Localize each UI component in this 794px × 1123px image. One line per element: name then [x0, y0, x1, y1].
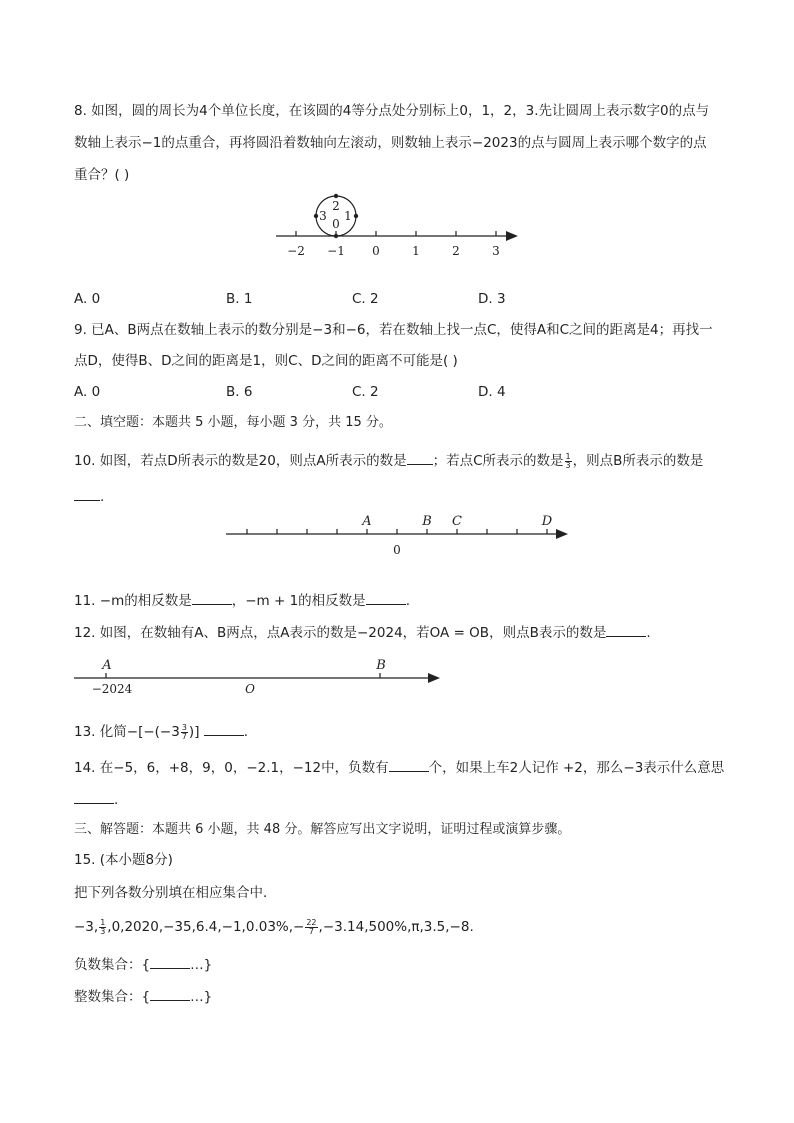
q15-title: 15. (本小题8分)	[74, 852, 173, 868]
q15-frac2-den: 7	[308, 926, 314, 936]
q10-point-a: A	[362, 514, 372, 529]
q10-origin-label: 0	[393, 543, 401, 557]
q10-frac-den: 3	[565, 460, 571, 470]
q10-text-part2: ；若点C所表示的数是	[432, 453, 564, 469]
q10-end: .	[100, 489, 105, 505]
q9-option-c[interactable]: C. 2	[352, 384, 379, 400]
q8-circle-dot-left	[314, 214, 318, 218]
q13-fraction	[181, 724, 188, 741]
q12-axis-arrow	[428, 673, 440, 683]
q12-blank[interactable]	[606, 622, 646, 637]
q8-tick-label: 2	[452, 244, 460, 258]
q15-integer-set	[74, 986, 212, 1007]
q10-text-part1: 10. 如图，若点D所表示的数是20，则点A所表示的数是	[74, 453, 407, 469]
q10-point-b: B	[422, 514, 432, 529]
q13-end: .	[243, 724, 249, 740]
q15-negative-set	[74, 954, 212, 975]
q14-line1	[74, 757, 724, 778]
q8-option-a[interactable]: A. 0	[74, 291, 101, 307]
q14-text-part1: 14. 在−5，6，+8，9，0，−2.1，−12中，负数有	[74, 760, 389, 776]
q12-point-b: B	[376, 658, 386, 673]
q8-circle-label-1: 1	[344, 209, 352, 223]
q10-blank-b[interactable]	[74, 486, 100, 501]
section-3-heading: 三、解答题：本题共 6 小题，共 48 分。解答应写出文字说明，证明过程或演算步骤。	[74, 822, 571, 837]
q10-text-part3: ，则点B所表示的数是	[572, 453, 704, 469]
q12-point-a: A	[102, 658, 112, 673]
q12-value-label: −2024	[91, 682, 133, 696]
q10-axis-arrow	[556, 529, 568, 539]
section-2-heading: 二、填空题：本题共 5 小题，每小题 3 分，共 15 分。	[74, 415, 392, 430]
q15-instruction: 把下列各数分别填在相应集合中．	[74, 885, 277, 901]
q10-line1	[74, 450, 703, 471]
q15-frac1-num: 1	[100, 917, 106, 927]
q8-number-line-figure	[270, 188, 530, 268]
q9-line2: 点D，使得B、D之间的距离是1，则C、D之间的距离不可能是( )	[74, 353, 458, 369]
q15-frac1-den: 3	[100, 926, 106, 936]
q10-blank-a[interactable]	[407, 450, 433, 465]
q8-tick-label: −2	[287, 244, 305, 258]
q8-circle-label-3: 3	[319, 209, 327, 223]
q15-negative-set-label: 负数集合：{	[74, 957, 151, 973]
q9-option-d[interactable]: D. 4	[478, 384, 506, 400]
q8-circle-dot-right	[354, 214, 358, 218]
q8-circle-label-0: 0	[332, 217, 340, 231]
q14-end: .	[114, 792, 119, 808]
q8-option-d[interactable]: D. 3	[478, 291, 506, 307]
q8-circle-label-2: 2	[332, 199, 340, 213]
q13-text-part2: )]	[188, 724, 200, 740]
q8-line3: 重合？( )	[74, 167, 130, 183]
q14-blank-1[interactable]	[389, 757, 429, 772]
q15-numbers-part1: −3,	[74, 919, 99, 935]
q8-tick-label: 0	[372, 244, 380, 258]
q8-option-b[interactable]: B. 1	[226, 291, 253, 307]
q8-circle-dot-top	[334, 194, 338, 198]
q8-circle-dot-bottom	[334, 234, 338, 238]
q11-blank-1[interactable]	[192, 590, 232, 605]
q11-blank-2[interactable]	[366, 590, 406, 605]
q14-blank-2[interactable]	[74, 789, 114, 804]
q13-blank[interactable]	[204, 721, 244, 736]
q15-fraction-2	[305, 919, 317, 936]
q10-number-line-figure	[220, 508, 580, 563]
q15-integer-set-label: 整数集合：{	[74, 989, 151, 1005]
q8-option-c[interactable]: C. 2	[352, 291, 379, 307]
q15-negative-set-end: …}	[190, 957, 213, 973]
q12-origin-label: O	[245, 682, 255, 696]
q8-line1: 8. 如图，圆的周长为4个单位长度，在该圆的4等分点处分别标上0，1，2，3.先让圆周上表示数字0的点与	[74, 103, 710, 119]
q13-line	[74, 721, 248, 742]
q11-text-part2: ，−m + 1的相反数是	[231, 593, 366, 609]
q15-fraction-1	[99, 919, 106, 936]
q8-tick-label: 1	[412, 244, 420, 258]
q12-end: .	[646, 625, 651, 641]
q13-text-part1: 13. 化简−[−(−3	[74, 724, 180, 740]
q15-frac2-num: 22	[306, 917, 317, 927]
q12-number-line-figure	[70, 654, 450, 700]
q8-tick-label: −1	[327, 244, 345, 258]
q15-numbers-part2: ,0,2020,−35,6.4,−1,0.03%,−	[107, 919, 305, 935]
q11-end: .	[405, 593, 410, 609]
q13-frac-den: 7	[181, 731, 187, 741]
q10-fraction	[565, 453, 572, 470]
q8-tick-label: 3	[492, 244, 500, 258]
q8-line2: 数轴上表示−1的点重合，再将圆沿着数轴向左滚动，则数轴上表示−2023的点与圆周上表示哪个数字的点	[74, 135, 707, 151]
q9-option-a[interactable]: A. 0	[74, 384, 101, 400]
q15-integer-set-blank[interactable]	[150, 986, 190, 1001]
q15-numbers-part3: ,−3.14,500%,π,3.5,−8.	[318, 919, 474, 935]
q9-line1: 9. 已A、B两点在数轴上表示的数分别是−3和−6，若在数轴上找一点C，使得A和C之间的距离是4；再找一	[74, 322, 713, 338]
q15-numbers	[74, 917, 474, 937]
q12-text: 12. 如图，在数轴有A、B两点，点A表示的数是−2024，若OA = OB，则点B表示的数是	[74, 625, 607, 641]
q15-negative-set-blank[interactable]	[150, 954, 190, 969]
q12-line	[74, 622, 651, 643]
q10-line2	[74, 486, 104, 507]
q10-point-d: D	[541, 514, 553, 529]
q10-frac-num: 1	[565, 451, 571, 461]
q14-text-part2: 个，如果上车2人记作 +2，那么−3表示什么意思	[428, 760, 725, 776]
q11-text-part1: 11. −m的相反数是	[74, 593, 192, 609]
q13-frac-num: 3	[181, 722, 187, 732]
q10-point-c: C	[452, 514, 462, 529]
q9-option-b[interactable]: B. 6	[226, 384, 253, 400]
q11-line	[74, 590, 410, 611]
q8-axis-arrow	[506, 231, 518, 241]
q15-integer-set-end: …}	[190, 989, 213, 1005]
q14-line2	[74, 789, 118, 810]
